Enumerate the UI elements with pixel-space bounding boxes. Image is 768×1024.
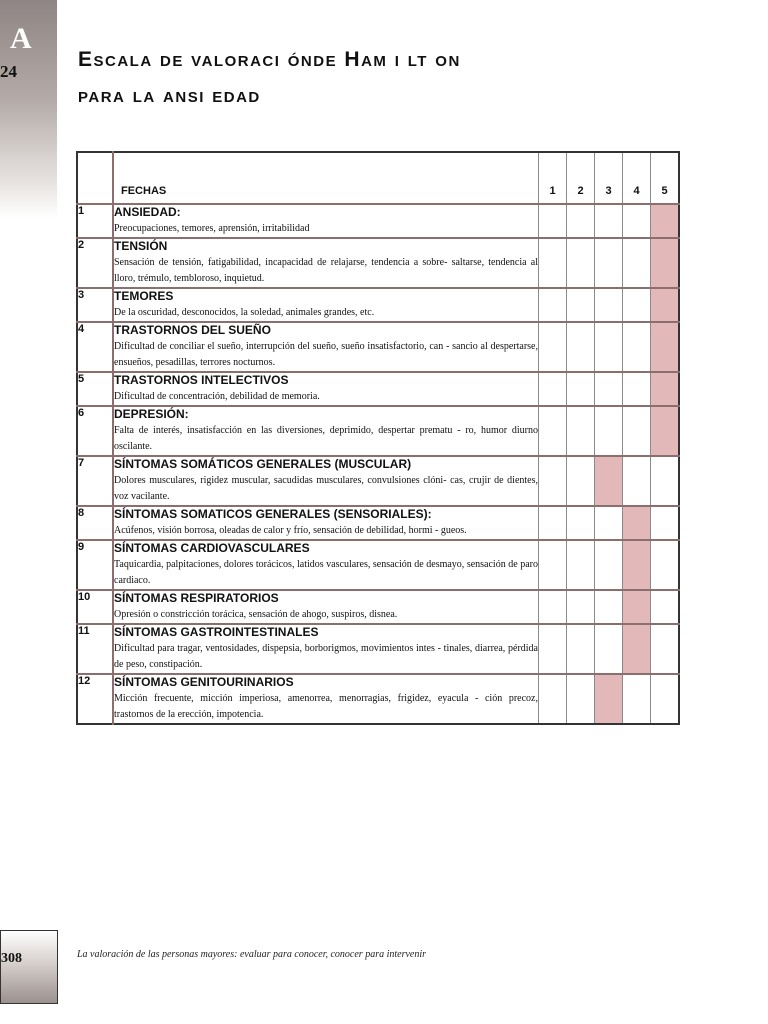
item-description: Taquicardia, palpitaciones, dolores torácicos, latidos vasculares, sensación de desmayo, sensación de paro cardiaco.	[114, 559, 538, 586]
score-cell-5[interactable]	[651, 372, 680, 406]
item-description-cell	[113, 238, 539, 288]
score-cell-3[interactable]	[595, 288, 623, 322]
header-score-2: 2	[567, 152, 595, 204]
item-description-cell	[113, 288, 539, 322]
score-cell-4[interactable]	[623, 288, 651, 322]
item-title: SÍNTOMAS SOMÁTICOS GENERALES (MUSCULAR)	[114, 457, 412, 471]
score-cell-3[interactable]	[595, 372, 623, 406]
table-row	[77, 624, 679, 674]
score-cell-2[interactable]	[567, 406, 595, 456]
header-fechas: FECHAS	[113, 152, 539, 204]
item-description-cell	[113, 406, 539, 456]
item-description: Dificultad de concentración, debilidad de memoria.	[114, 391, 320, 402]
item-description: Dificultad de conciliar el sueño, interrupción del sueño, sueño insatisfactorio, can - sancio al despertarse, ensueños, pesadillas, terrores nocturnos.	[114, 341, 538, 368]
item-number: 4	[77, 322, 113, 372]
score-cell-5[interactable]	[651, 288, 680, 322]
score-cell-3[interactable]	[595, 590, 623, 624]
score-cell-1[interactable]	[539, 406, 567, 456]
score-cell-4[interactable]	[623, 238, 651, 288]
table-row	[77, 456, 679, 506]
item-number: 1	[77, 204, 113, 238]
item-number: 12	[77, 674, 113, 724]
item-description: De la oscuridad, desconocidos, la soledad, animales grandes, etc.	[114, 307, 375, 318]
table-row	[77, 674, 679, 724]
item-description-cell	[113, 540, 539, 590]
table-row	[77, 406, 679, 456]
score-cell-2[interactable]	[567, 590, 595, 624]
score-cell-5[interactable]	[651, 456, 680, 506]
chapter-number: 24	[0, 62, 17, 81]
footer-caption: La valoración de las personas mayores: evaluar para conocer, conocer para intervenir	[77, 949, 427, 960]
item-description: Sensación de tensión, fatigabilidad, incapacidad de relajarse, tendencia a sobre- saltarse, tendencia al lloro, trémulo, tembloroso, inquietud.	[114, 257, 538, 284]
item-title: ANSIEDAD:	[114, 205, 181, 219]
item-title: SÍNTOMAS RESPIRATORIOS	[114, 591, 279, 605]
score-cell-2[interactable]	[567, 540, 595, 590]
score-cell-4[interactable]	[623, 624, 651, 674]
score-cell-5[interactable]	[651, 590, 680, 624]
item-title: SÍNTOMAS GASTROINTESTINALES	[114, 625, 319, 639]
score-cell-4[interactable]	[623, 372, 651, 406]
score-cell-5[interactable]	[651, 322, 680, 372]
score-cell-5[interactable]	[651, 238, 680, 288]
item-title: SÍNTOMAS CARDIOVASCULARES	[114, 541, 310, 555]
header-score-4: 4	[623, 152, 651, 204]
page-number-box	[0, 930, 58, 1004]
chapter-letter: A	[10, 22, 32, 55]
score-cell-4[interactable]	[623, 456, 651, 506]
header-score-1: 1	[539, 152, 567, 204]
item-description-cell	[113, 674, 539, 724]
score-cell-3[interactable]	[595, 406, 623, 456]
item-title: TEMORES	[114, 289, 174, 303]
score-cell-2[interactable]	[567, 506, 595, 540]
item-description-cell	[113, 456, 539, 506]
score-cell-3[interactable]	[595, 238, 623, 288]
score-cell-4[interactable]	[623, 540, 651, 590]
table-row	[77, 322, 679, 372]
score-cell-2[interactable]	[567, 238, 595, 288]
score-cell-2[interactable]	[567, 322, 595, 372]
item-description-cell	[113, 624, 539, 674]
score-cell-3[interactable]	[595, 506, 623, 540]
item-description-cell	[113, 590, 539, 624]
score-cell-3[interactable]	[595, 540, 623, 590]
score-cell-1[interactable]	[539, 456, 567, 506]
item-description: Micción frecuente, micción imperiosa, amenorrea, menorragias, frigidez, eyacula - ción precoz, trastornos de la erección, impotencia.	[114, 693, 538, 720]
score-cell-2[interactable]	[567, 674, 595, 724]
score-cell-5[interactable]	[651, 624, 680, 674]
item-description: Dolores musculares, rigidez muscular, sacudidas musculares, convulsiones clóni- cas, crujir de dientes, voz vacilante.	[114, 475, 538, 502]
score-cell-1[interactable]	[539, 322, 567, 372]
score-cell-1[interactable]	[539, 204, 567, 238]
hamilton-scale-table	[76, 151, 680, 725]
score-cell-5[interactable]	[651, 540, 680, 590]
item-number: 3	[77, 288, 113, 322]
item-title: SÍNTOMAS GENITOURINARIOS	[114, 675, 294, 689]
page-title	[78, 42, 461, 114]
score-cell-1[interactable]	[539, 238, 567, 288]
item-description: Acúfenos, visión borrosa, oleadas de calor y frío, sensación de debilidad, hormi - gueos.	[114, 525, 467, 536]
item-description: Falta de interés, insatisfacción en las diversiones, deprimido, despertar prematu - ro, humor diurno oscilante.	[114, 425, 538, 452]
score-cell-4[interactable]	[623, 674, 651, 724]
score-cell-2[interactable]	[567, 372, 595, 406]
table-row	[77, 540, 679, 590]
item-description: Dificultad para tragar, ventosidades, dispepsia, borborigmos, movimientos intes - tinales, diarrea, pérdida de peso, constipación.	[114, 643, 538, 670]
score-cell-3[interactable]	[595, 322, 623, 372]
table-row	[77, 372, 679, 406]
item-number: 6	[77, 406, 113, 456]
score-cell-2[interactable]	[567, 456, 595, 506]
table-row	[77, 238, 679, 288]
score-cell-5[interactable]	[651, 674, 680, 724]
score-cell-2[interactable]	[567, 624, 595, 674]
item-description: Preocupaciones, temores, aprensión, irritabilidad	[114, 223, 310, 234]
item-description-cell	[113, 372, 539, 406]
score-cell-5[interactable]	[651, 406, 680, 456]
table-row	[77, 204, 679, 238]
item-number: 8	[77, 506, 113, 540]
score-cell-1[interactable]	[539, 590, 567, 624]
score-cell-2[interactable]	[567, 288, 595, 322]
score-cell-4[interactable]	[623, 406, 651, 456]
table-row	[77, 590, 679, 624]
header-score-3: 3	[595, 152, 623, 204]
item-number: 2	[77, 238, 113, 288]
score-cell-1[interactable]	[539, 372, 567, 406]
item-description: Opresión o constricción torácica, sensación de ahogo, suspiros, disnea.	[114, 609, 398, 620]
chapter-tab	[0, 0, 57, 218]
score-cell-1[interactable]	[539, 674, 567, 724]
item-description-cell	[113, 204, 539, 238]
item-title: DEPRESIÓN:	[114, 407, 189, 421]
score-cell-4[interactable]	[623, 204, 651, 238]
page-number: 308	[1, 951, 22, 966]
score-cell-1[interactable]	[539, 506, 567, 540]
score-cell-4[interactable]	[623, 590, 651, 624]
table-row	[77, 288, 679, 322]
item-number: 5	[77, 372, 113, 406]
score-cell-5[interactable]	[651, 506, 680, 540]
score-cell-2[interactable]	[567, 204, 595, 238]
item-number: 10	[77, 590, 113, 624]
score-cell-4[interactable]	[623, 322, 651, 372]
score-cell-3[interactable]	[595, 456, 623, 506]
score-cell-3[interactable]	[595, 204, 623, 238]
header-score-5: 5	[651, 152, 680, 204]
score-cell-1[interactable]	[539, 624, 567, 674]
score-cell-4[interactable]	[623, 506, 651, 540]
title-line-2: para la ansi edad	[78, 84, 261, 107]
score-cell-1[interactable]	[539, 540, 567, 590]
item-number: 11	[77, 624, 113, 674]
score-cell-5[interactable]	[651, 204, 680, 238]
score-cell-3[interactable]	[595, 674, 623, 724]
item-title: TENSIÓN	[114, 239, 168, 253]
item-description-cell	[113, 506, 539, 540]
table-row	[77, 506, 679, 540]
item-description-cell	[113, 322, 539, 372]
title-line-1: Escala de valoraci ónde Ham i lt on	[78, 48, 461, 71]
item-number: 7	[77, 456, 113, 506]
item-title: SÍNTOMAS SOMATICOS GENERALES (SENSORIALES):	[114, 507, 432, 521]
item-number: 9	[77, 540, 113, 590]
item-title: TRASTORNOS INTELECTIVOS	[114, 373, 289, 387]
table-header-row	[77, 152, 679, 204]
header-blank-cell	[77, 152, 113, 204]
score-cell-1[interactable]	[539, 288, 567, 322]
score-cell-3[interactable]	[595, 624, 623, 674]
item-title: TRASTORNOS DEL SUEÑO	[114, 323, 271, 337]
